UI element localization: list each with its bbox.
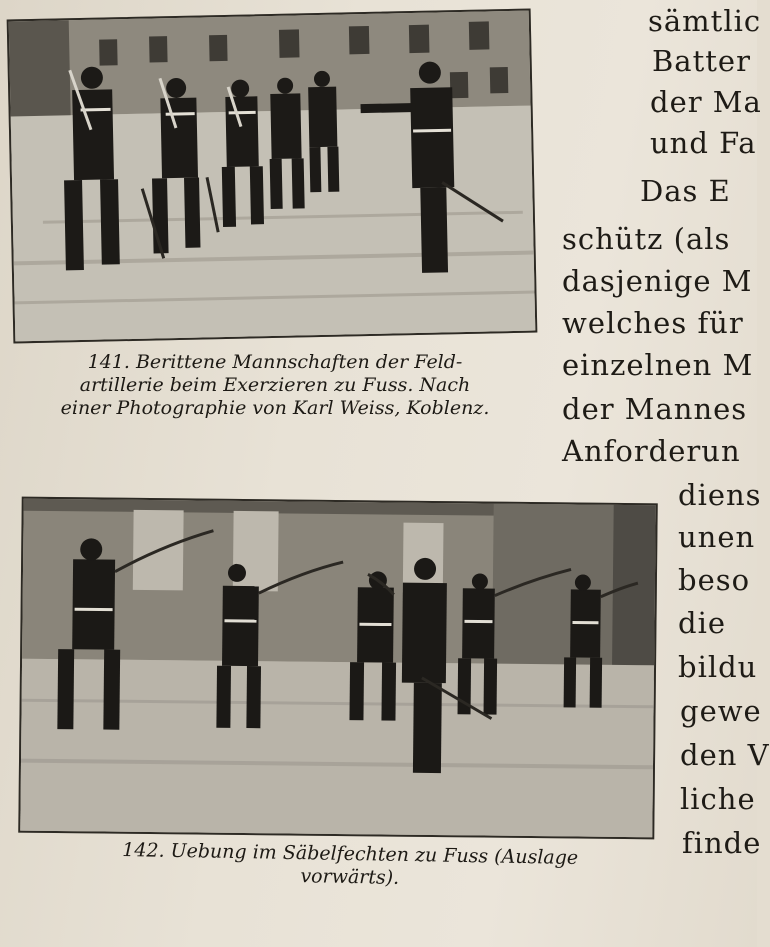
text-line: Batter	[652, 44, 751, 78]
text-line: finde	[682, 826, 762, 860]
text-line: diens	[678, 478, 762, 512]
caption-142	[40, 838, 661, 895]
text-line: Das E	[640, 174, 731, 208]
text-line: welches für	[562, 306, 744, 340]
text-line: der Mannes	[562, 392, 748, 426]
text-line: die	[678, 606, 727, 640]
text-line: der Ma	[650, 85, 762, 119]
caption-141-line-3: einer Photographie von Karl Weiss, Koblenz.	[60, 397, 490, 419]
text-line: schütz (als	[562, 222, 731, 256]
photo-142-saber-fencing	[18, 497, 657, 840]
text-line: Anforderun	[562, 434, 741, 468]
caption-141-line-2: artillerie beim Exerzieren zu Fuss. Nach	[79, 374, 471, 396]
text-line: liche	[680, 782, 756, 816]
text-line: und Fa	[650, 126, 757, 160]
text-line: den V	[680, 738, 770, 772]
caption-142-line-1: 142. Uebung im Säbelfechten zu Fuss (Auslage	[122, 839, 579, 869]
text-line: beso	[678, 563, 751, 597]
text-line: einzelnen M	[562, 348, 754, 382]
text-line: dasjenige M	[562, 264, 753, 298]
caption-142-line-2: vorwärts).	[300, 865, 400, 889]
caption-141	[10, 351, 540, 420]
photo-141-artillery-drill	[7, 9, 538, 344]
caption-141-line-1: 141. Berittene Mannschaften der Feld-	[87, 351, 463, 373]
text-line: sämtlic	[648, 4, 762, 38]
text-line: gewe	[680, 694, 762, 728]
text-line: bildu	[678, 650, 758, 684]
text-line: unen	[678, 520, 756, 554]
